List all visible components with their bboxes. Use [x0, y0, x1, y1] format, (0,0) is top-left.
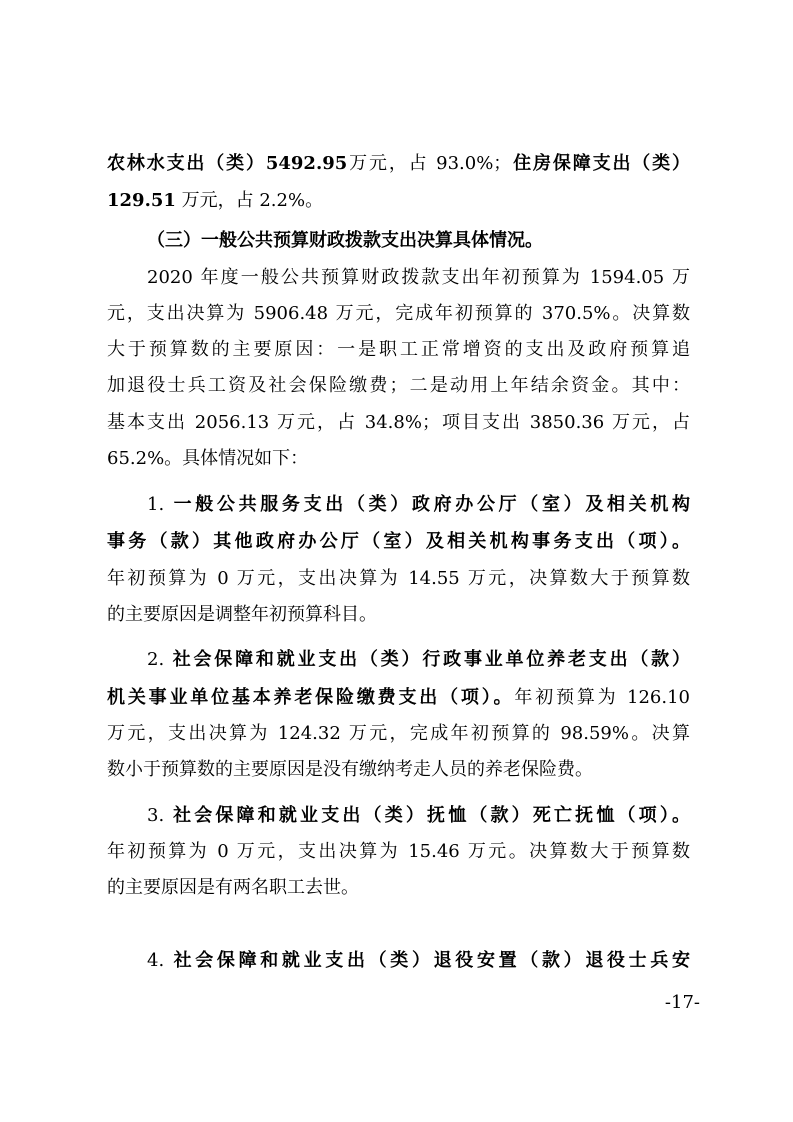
item-1-heading: 1. 一般公共服务支出（类）政府办公厅（室）及相关机构 — [147, 494, 690, 515]
item-2-heading-cont: 机关事业单位基本养老保险缴费支出（项）。年初预算为 126.10 — [107, 687, 690, 708]
text-line-19: 年初预算为 0 万元，支出决算为 15.46 万元。决算数大于预算数 — [107, 841, 690, 862]
text-line-1: 农林水支出（类）5492.95万元，占 93.0%；住房保障支出（类） — [107, 153, 690, 174]
item-2-heading: 2. 社会保障和就业支出（类）行政事业单位养老支出（款） — [147, 649, 690, 670]
page-number: -17- — [664, 992, 700, 1013]
section-heading: （三）一般公共预算财政拨款支出决算具体情况。 — [147, 230, 543, 251]
item-3-heading: 3. 社会保障和就业支出（类）抚恤（款）死亡抚恤（项）。 — [147, 805, 690, 826]
text-line-5: 元，支出决算为 5906.48 万元，完成年初预算的 370.5%。决算数 — [107, 303, 690, 324]
item-4-heading: 4. 社会保障和就业支出（类）退役安置（款）退役士兵安 — [147, 950, 690, 971]
text-line-8: 基本支出 2056.13 万元，占 34.8%；项目支出 3850.36 万元，占 — [107, 412, 690, 433]
text-line-2: 129.51 万元，占 2.2%。 — [107, 190, 324, 211]
text-line-6: 大于预算数的主要原因：一是职工正常增资的支出及政府预算追 — [107, 339, 690, 360]
text-line-20: 的主要原因是有两名职工去世。 — [107, 877, 359, 898]
item-1-heading-cont: 事务（款）其他政府办公厅（室）及相关机构事务支出（项）。 — [107, 531, 690, 552]
text-line-16: 万元，支出决算为 124.32 万元，完成年初预算的 98.59%。决算 — [107, 723, 690, 744]
text-line-7: 加退役士兵工资及社会保险缴费；二是动用上年结余资金。其中： — [107, 375, 690, 396]
text-line-13: 的主要原因是调整年初预算科目。 — [107, 604, 377, 625]
text-line-12: 年初预算为 0 万元，支出决算为 14.55 万元，决算数大于预算数 — [107, 568, 690, 589]
text-line-9: 65.2%。具体情况如下： — [107, 448, 309, 469]
text-line-4: 2020 年度一般公共预算财政拨款支出年初预算为 1594.05 万 — [147, 267, 690, 288]
text-line-17: 数小于预算数的主要原因是没有缴纳考走人员的养老保险费。 — [107, 759, 593, 780]
